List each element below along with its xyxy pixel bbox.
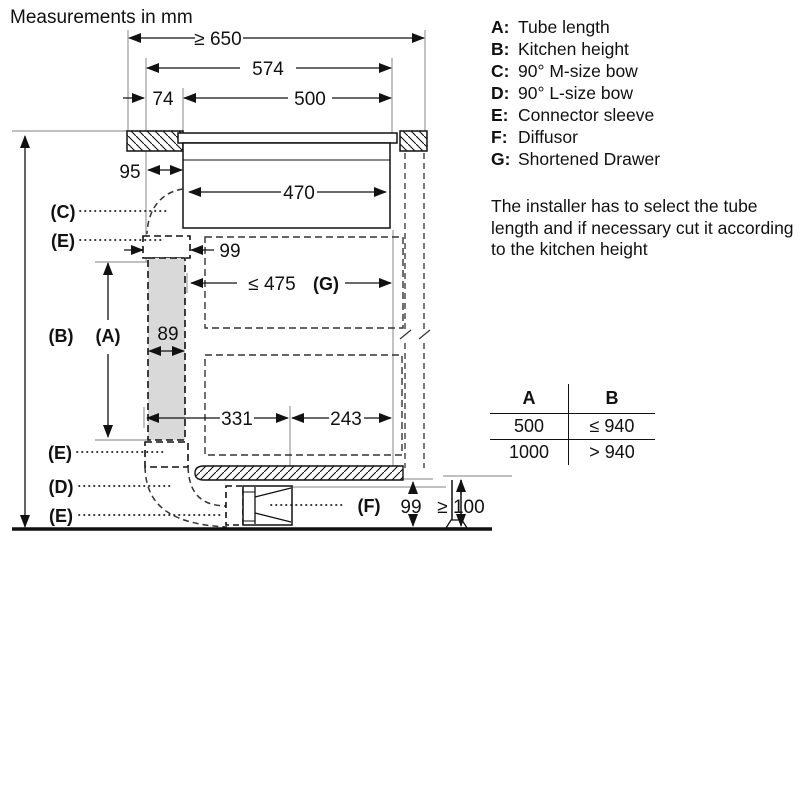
- legend-item: [491, 104, 660, 126]
- legend-key: D:: [491, 83, 510, 103]
- legend-item: [491, 126, 660, 148]
- legend-key: A:: [491, 17, 510, 37]
- legend-key: C:: [491, 61, 510, 81]
- dim-floor-gap: 99: [400, 497, 422, 518]
- dim-hob-total-width: 574: [252, 59, 284, 80]
- legend: [491, 16, 660, 170]
- table-cell: ≤ 940: [569, 414, 655, 440]
- label-bow-c: (C): [50, 202, 76, 222]
- connector-sleeve-bottom: [145, 442, 188, 467]
- table-cell: 500: [490, 414, 569, 440]
- label-diffusor: (F): [357, 496, 381, 516]
- legend-label: 90° M-size bow: [518, 61, 638, 81]
- dim-worktop-width: ≥ 650: [194, 29, 242, 50]
- dim-sleeve-width: 99: [219, 241, 241, 262]
- dim-drawer-depth: ≤ 475: [248, 274, 296, 295]
- dim-rear-gap: 95: [119, 162, 141, 183]
- legend-item: [491, 60, 660, 82]
- page-title: Measurements in mm: [10, 7, 193, 28]
- label-bow-d: (D): [48, 477, 74, 497]
- legend-label: Diffusor: [518, 127, 578, 147]
- label-tube-length: (A): [95, 326, 121, 346]
- table-header-b: B: [569, 384, 655, 414]
- label-kitchen-height: (B): [48, 326, 74, 346]
- lower-drawer: [205, 355, 402, 455]
- dim-front-offset: 74: [152, 89, 174, 110]
- tube: [148, 258, 185, 440]
- legend-key: G:: [491, 149, 511, 169]
- worktop-right-block: [400, 131, 427, 151]
- dim-drawer-g-label: (G): [313, 274, 339, 294]
- dim-plinth-clearance: ≥ 100: [437, 497, 485, 518]
- rear-channel: [405, 153, 424, 468]
- spec-table: [490, 384, 656, 465]
- table-cell: 1000: [490, 440, 569, 465]
- worktop-left-block: [127, 131, 183, 151]
- dimension-lines: [25, 38, 461, 527]
- legend-item: [491, 148, 660, 170]
- legend-label: Tube length: [518, 17, 610, 37]
- legend-item: [491, 16, 660, 38]
- connector-sleeve-outlet: [226, 486, 243, 525]
- installer-note: The installer has to select the tube length and if necessary cut it according to the kitchen height: [491, 196, 794, 259]
- legend-item: [491, 82, 660, 104]
- legend-label: Connector sleeve: [518, 105, 655, 125]
- diffusor: [243, 486, 292, 525]
- table-cell: > 940: [589, 442, 635, 462]
- dim-duct-right: 243: [330, 409, 362, 430]
- legend-item: [491, 38, 660, 60]
- dim-cutout-width: 500: [294, 89, 326, 110]
- label-sleeve-3: (E): [49, 506, 73, 526]
- legend-key: B:: [491, 39, 510, 59]
- worktop-cross-section: [127, 131, 427, 228]
- hob-glass-plate: [178, 133, 397, 143]
- cabinet-bottom-panel: [195, 466, 403, 480]
- legend-key: F:: [491, 127, 508, 147]
- dim-hob-inner-width: 470: [283, 183, 315, 204]
- label-sleeve-1: (E): [51, 231, 75, 251]
- table-header-a: A: [490, 384, 569, 414]
- legend-key: E:: [491, 105, 509, 125]
- dim-duct-left: 331: [221, 409, 253, 430]
- legend-label: Kitchen height: [518, 39, 629, 59]
- legend-label: Shortened Drawer: [518, 149, 661, 169]
- legend-label: 90° L-size bow: [518, 83, 633, 103]
- dim-tube-width: 89: [157, 324, 179, 345]
- label-sleeve-2: (E): [48, 443, 72, 463]
